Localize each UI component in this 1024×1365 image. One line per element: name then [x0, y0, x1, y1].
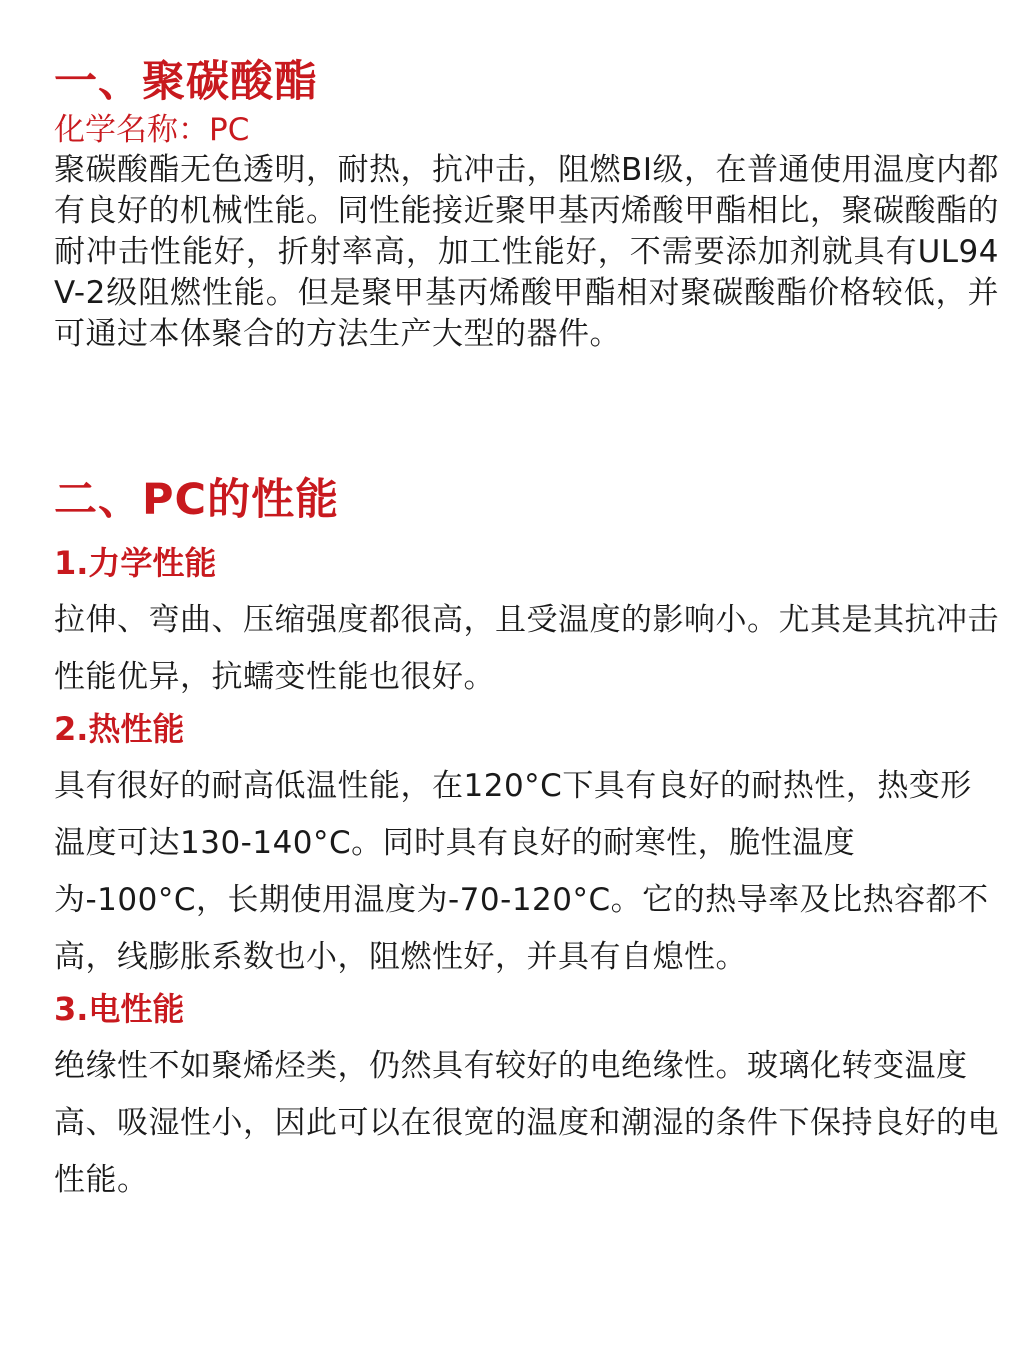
section-1-heading: 一、聚碳酸酯 [54, 57, 318, 107]
property-text: 具有很好的耐高低温性能，在120°C下具有良好的耐热性，热变形温度可达130-140°C。同时具有良好的耐寒性，脆性温度为-100°C，长期使用温度为-70-120°C。它的热导率及比热容都不高，线膨胀系数也小，阻燃性好，并具有自熄性。 [54, 768, 989, 975]
section-pc-properties [54, 472, 999, 1209]
section-2-heading: 二、PC的性能 [54, 475, 340, 525]
section-pc-intro [54, 54, 999, 355]
property-electrical [54, 988, 999, 1209]
property-text: 绝缘性不如聚烯烃类，仍然具有较好的电绝缘性。玻璃化转变温度高、吸湿性小，因此可以在很宽的温度和潮湿的条件下保持良好的电性能。 [54, 1048, 999, 1198]
property-title: 3.电性能 [54, 990, 185, 1028]
chemical-name: 化学名称：PC [54, 112, 250, 148]
property-mechanical [54, 542, 999, 706]
section-1-paragraph: 聚碳酸酯无色透明，耐热，抗冲击，阻燃BI级，在普通使用温度内都有良好的机械性能。同性能接近聚甲基丙烯酸甲酯相比，聚碳酸酯的耐冲击性能好，折射率高，加工性能好，不需要添加剂就具有UL94 V-2级阻燃性能。但是聚甲基丙烯酸甲酯相对聚碳酸酯价格较低，并可通过本体聚合的方法生产大型的器件。 [54, 152, 999, 352]
property-text: 拉伸、弯曲、压缩强度都很高，且受温度的影响小。尤其是其抗冲击性能优异，抗蠕变性能也很好。 [54, 602, 999, 695]
property-thermal [54, 708, 999, 986]
property-title: 2.热性能 [54, 710, 185, 748]
property-title: 1.力学性能 [54, 544, 217, 582]
